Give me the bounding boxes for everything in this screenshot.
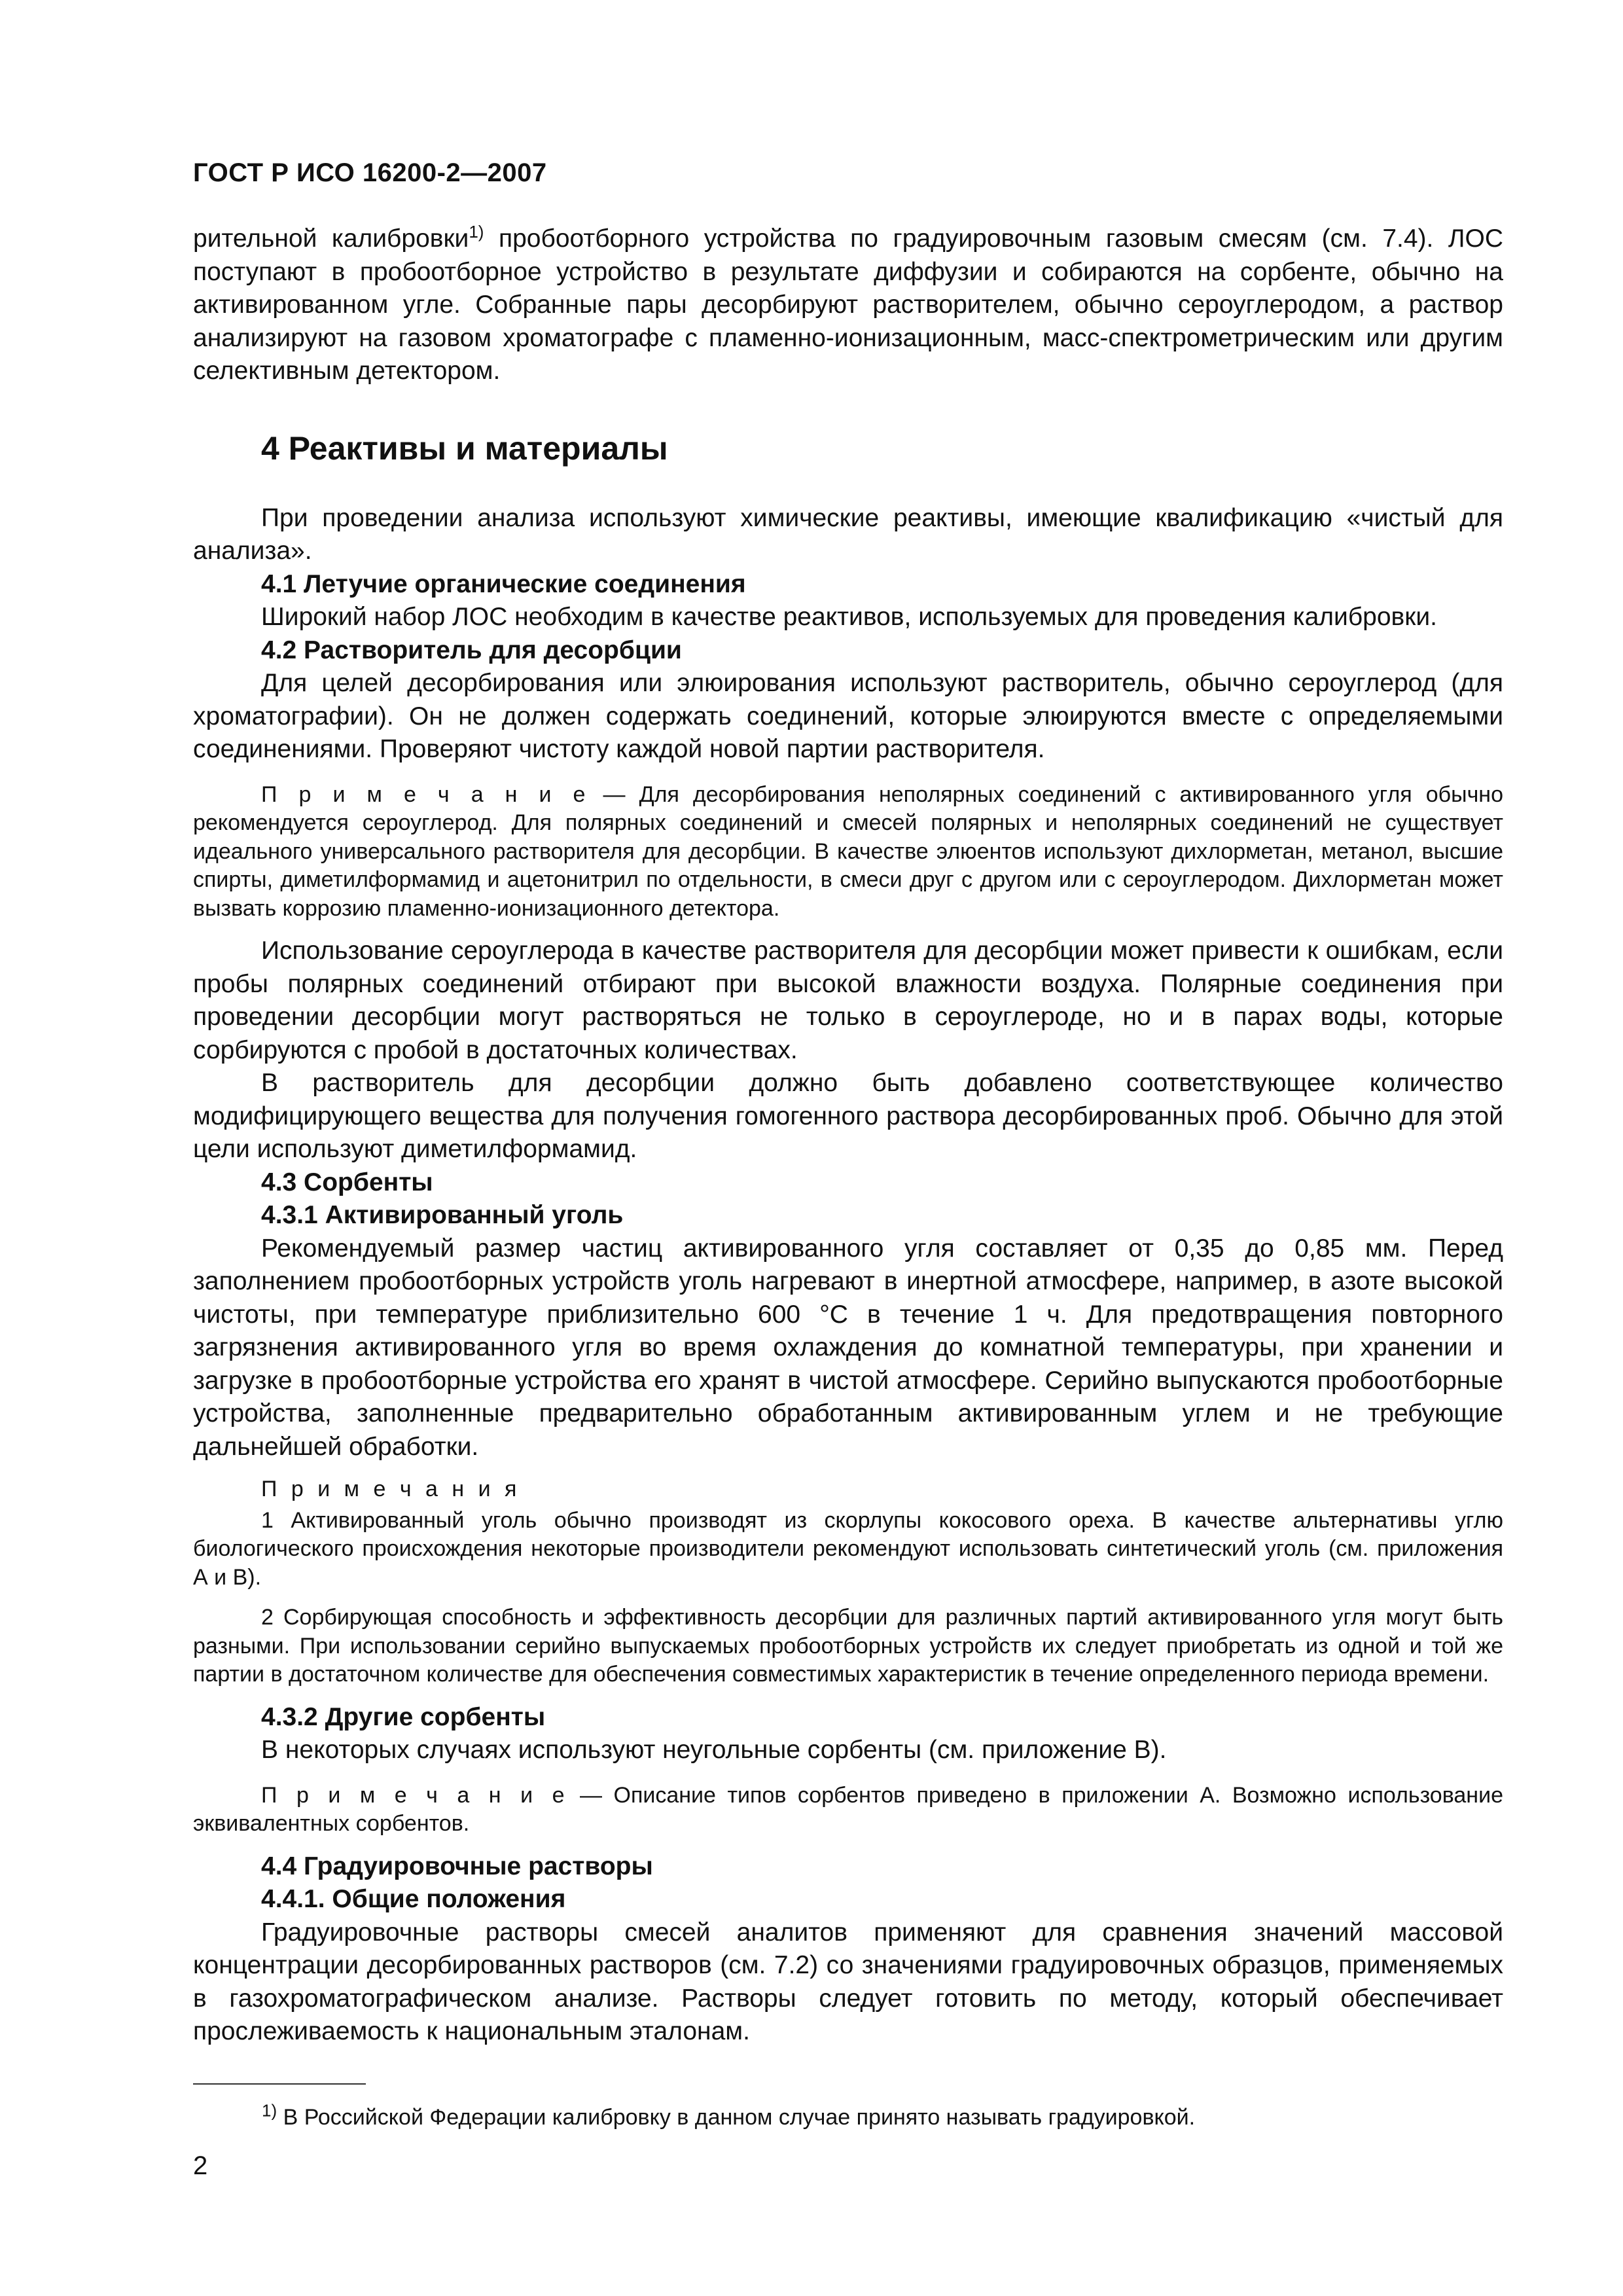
section-4-1-heading: 4.1 Летучие органические соединения xyxy=(261,569,746,598)
section-4-heading: 4 Реактивы и материалы xyxy=(261,429,668,467)
footnote xyxy=(262,2100,1196,2132)
note-text: — Для десорбирования неполярных соединений с активированного угля обычно рекомендуется сероуглерод. Для полярных соединений и смесей полярных и неполярных соединений не существует идеального универсального растворителя для десорбции. В качестве элюентов используют дихлорметан, метанол, высшие спирты, диметилформамид и ацетонитрил по отдельности, в смеси друг с другом или с сероуглеродом. Дихлорметан может вызвать коррозию пламенно-ионизационного детектора. xyxy=(193,781,1503,921)
page-number: 2 xyxy=(193,2151,208,2180)
section-4-3-2-heading: 4.3.2 Другие сорбенты xyxy=(261,1702,546,1731)
note-item-1: 1 Активированный уголь обычно производят из скорлупы кокосового ореха. В качестве альтернативы углю биологического происхождения некоторые производители рекомендуют использовать синтетический уголь (см. приложения А и В). xyxy=(193,1507,1503,1590)
section-4-3-1-text: Рекомендуемый размер частиц активированного угля составляет от 0,35 до 0,85 мм. Перед заполнением пробоотборных устройств уголь нагревают в инертной атмосфере, например, в азоте высокой чистоты, при температуре приблизительно 600 °С в течение 1 ч. Для предотвращения повторного загрязнения активированного угля во время охлаждения до комнатной температуры, при хранении и загрузке в пробоотборные устройства его хранят в чистой атмосфере. Серийно выпускаются пробоотборные устройства, заполненные предварительно обработанным активированным углем и не требующие дальнейшей обработки. xyxy=(193,1234,1503,1461)
standard-header: ГОСТ Р ИСО 16200-2—2007 xyxy=(193,158,547,187)
intro-paragraph xyxy=(193,223,1503,388)
footnote-separator xyxy=(193,2083,366,2085)
section-4-4-1-text: Градуировочные растворы смесей аналитов применяют для сравнения значений массовой концентрации десорбированных растворов (см. 7.2) со значениями градуировочных образцов, применяемых в газохроматографическом анализе. Растворы следует готовить по методу, который обеспечивает прослеживаемость к национальным эталонам. xyxy=(193,1918,1503,2045)
section-4-2-heading: 4.2 Растворитель для десорбции xyxy=(261,636,682,664)
section-4-3-2-text: В некоторых случаях используют неугольные сорбенты (см. приложение В). xyxy=(261,1736,1167,1764)
note-sorbents xyxy=(193,1782,1503,1839)
note-label: П р и м е ч а н и е xyxy=(261,781,590,807)
main-content xyxy=(193,223,1503,2049)
paragraph-modifier: В растворитель для десорбции должно быть добавлено соответствующее количество модифицирующего вещества для получения гомогенного раствора десорбированных проб. Обычно для этой цели используют диметилформамид. xyxy=(193,1069,1503,1163)
section-4-intro: При проведении анализа используют химические реактивы, имеющие квалификацию «чистый для анализа». xyxy=(193,503,1503,565)
section-4-4-heading: 4.4 Градуировочные растворы xyxy=(261,1852,653,1880)
note-text: — Описание типов сорбентов приведено в приложении А. Возможно использование эквивалентных сорбентов. xyxy=(193,1782,1503,1836)
section-4-3-heading: 4.3 Сорбенты xyxy=(261,1168,433,1196)
intro-text-part1: рительной калибровки xyxy=(193,224,469,253)
section-4-2-text: Для целей десорбирования или элюирования используют растворитель, обычно сероуглерод (для хроматографии). Он не должен содержать соединений, которые элюируются вместе с определяемыми соединениями. Проверяют чистоту каждой новой партии растворителя. xyxy=(193,669,1503,763)
paragraph-carbon-disulfide: Использование сероуглерода в качестве растворителя для десорбции может привести к ошибкам, если пробы полярных соединений отбирают при высокой влажности воздуха. Полярные соединения при проведении десорбции могут растворяться не только в сероуглероде, но и в парах воды, которые сорбируются с пробой в достаточных количествах. xyxy=(193,937,1503,1064)
section-4-4-1-heading: 4.4.1. Общие положения xyxy=(261,1885,566,1913)
note-desorption xyxy=(193,781,1503,924)
section-4-1-text: Широкий набор ЛОС необходим в качестве реактивов, используемых для проведения калибровки. xyxy=(261,603,1437,631)
footnote-mark: 1) xyxy=(262,2100,277,2121)
section-4-3-1-heading: 4.3.1 Активированный уголь xyxy=(261,1201,624,1229)
footnote-text: В Российской Федерации калибровку в данном случае принято называть градуировкой. xyxy=(277,2105,1196,2130)
intro-text-part2: пробоотборного устройства по градуировочным газовым смесям (см. 7.4). ЛОС поступают в пробоотборное устройство в результате диффузии и собираются на сорбенте, обычно на активированном угле. Собранные пары десорбируют растворителем, обычно сероуглеродом, а раствор анализируют на газовом хроматографе с пламенно-ионизационным, масс-спектрометрическим или другим селективным детектором. xyxy=(193,224,1503,385)
footnote-reference: 1) xyxy=(469,222,484,242)
note-item-2: 2 Сорбирующая способность и эффективность десорбции для различных партий активированного угля могут быть разными. При использовании серийно выпускаемых пробоотборных устройств их следует приобретать из одной и той же партии в достаточном количестве для обеспечения совместимых характеристик в течение определенного периода времени. xyxy=(193,1605,1503,1687)
note-label: П р и м е ч а н и е xyxy=(261,1782,569,1808)
notes-label: П р и м е ч а н и я xyxy=(261,1477,521,1501)
